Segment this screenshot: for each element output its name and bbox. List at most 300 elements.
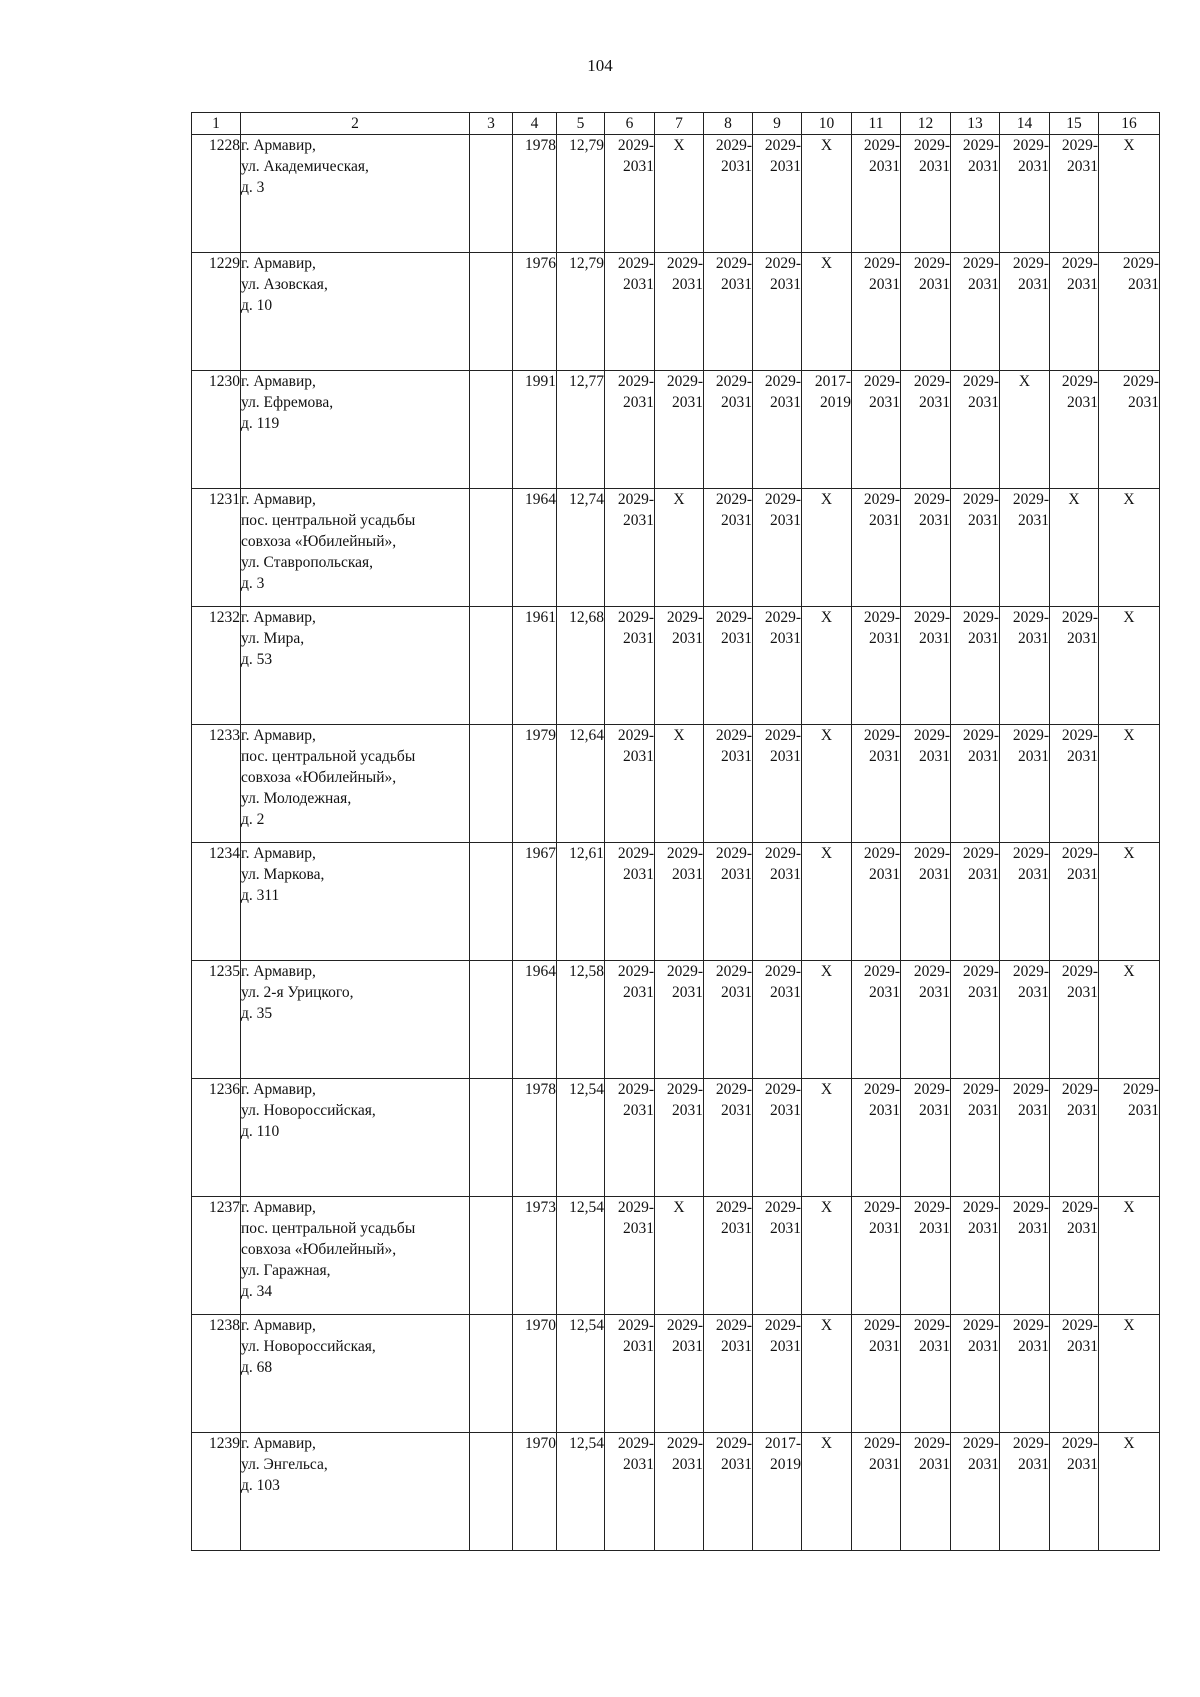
period-end: 2031 [869, 984, 900, 1001]
period-cell [605, 1315, 655, 1433]
period-start: 2029- [715, 1317, 752, 1334]
period-end: 2031 [1018, 866, 1049, 883]
period-end: 2031 [1067, 1102, 1098, 1119]
period-start: 2029- [1012, 609, 1049, 626]
period-end: 2031 [770, 394, 801, 411]
period-cell: X [802, 843, 852, 961]
period-cell [951, 1079, 1000, 1197]
address-line: ул. 2-я Урицкого, [241, 984, 354, 1001]
period-start: 2029- [1061, 1199, 1098, 1216]
period-start: 2029- [913, 255, 950, 272]
period-end: 2031 [1018, 630, 1049, 647]
period-start: 2029- [764, 609, 801, 626]
period-start: 2029- [863, 255, 900, 272]
table-row [192, 725, 1160, 843]
period-end: 2031 [1067, 1220, 1098, 1237]
year-cell: 1973 [513, 1197, 557, 1315]
period-end: 2031 [672, 630, 703, 647]
period-start: 2029- [617, 137, 654, 154]
period-cell [753, 607, 802, 725]
period-cell [951, 843, 1000, 961]
period-end: 2031 [1067, 158, 1098, 175]
period-end: 2031 [770, 158, 801, 175]
period-start: 2029- [715, 1435, 752, 1452]
period-cell [951, 725, 1000, 843]
period-end: 2031 [1128, 276, 1159, 293]
period-cell [901, 135, 951, 253]
period-cell [901, 725, 951, 843]
period-cell: X [1099, 1315, 1160, 1433]
period-cell [951, 961, 1000, 1079]
value-cell: 12,68 [557, 607, 605, 725]
period-cell: X [655, 489, 704, 607]
period-cell [901, 489, 951, 607]
period-cell [951, 607, 1000, 725]
period-start: 2029- [617, 491, 654, 508]
row-number: 1237 [192, 1197, 241, 1315]
period-end: 2031 [968, 1220, 999, 1237]
address-cell [241, 843, 470, 961]
period-start: 2029- [715, 255, 752, 272]
period-end: 2031 [623, 1338, 654, 1355]
period-end: 2031 [770, 276, 801, 293]
period-cell [901, 843, 951, 961]
period-end: 2031 [721, 158, 752, 175]
column-header-10: 10 [802, 113, 852, 135]
address-cell [241, 607, 470, 725]
column-3-cell [470, 607, 513, 725]
address-line: г. Армавир, [241, 727, 316, 744]
period-start: 2029- [863, 845, 900, 862]
value-cell: 12,74 [557, 489, 605, 607]
period-start: 2029- [764, 727, 801, 744]
period-cell [753, 1197, 802, 1315]
period-start: 2029- [962, 727, 999, 744]
value-cell: 12,64 [557, 725, 605, 843]
period-end: 2031 [919, 276, 950, 293]
address-line: г. Армавир, [241, 137, 316, 154]
column-3-cell [470, 1433, 513, 1551]
table-row [192, 1197, 1160, 1315]
column-3-cell [470, 253, 513, 371]
period-cell [605, 371, 655, 489]
period-cell: X [802, 1433, 852, 1551]
period-cell [753, 371, 802, 489]
period-start: 2029- [666, 1081, 703, 1098]
period-cell [753, 489, 802, 607]
period-start: 2029- [1012, 255, 1049, 272]
period-start: 2029- [715, 137, 752, 154]
period-cell [1050, 371, 1099, 489]
column-header-4: 4 [513, 113, 557, 135]
period-cell [704, 1197, 753, 1315]
address-cell [241, 1315, 470, 1433]
period-start: 2029- [913, 491, 950, 508]
period-start: 2029- [764, 845, 801, 862]
column-header-12: 12 [901, 113, 951, 135]
period-end: 2031 [721, 276, 752, 293]
year-cell: 1976 [513, 253, 557, 371]
column-header-7: 7 [655, 113, 704, 135]
period-end: 2031 [869, 1102, 900, 1119]
column-3-cell [470, 135, 513, 253]
period-start: 2029- [962, 845, 999, 862]
row-number: 1231 [192, 489, 241, 607]
period-cell [655, 371, 704, 489]
period-start: 2029- [913, 963, 950, 980]
column-3-cell [470, 725, 513, 843]
period-start: 2029- [1012, 491, 1049, 508]
period-start: 2029- [913, 137, 950, 154]
period-start: 2029- [715, 373, 752, 390]
period-end: 2031 [1018, 1102, 1049, 1119]
period-end: 2031 [1018, 1220, 1049, 1237]
period-start: 2029- [764, 1081, 801, 1098]
period-cell: X [655, 725, 704, 843]
period-cell [704, 253, 753, 371]
period-cell: X [1099, 135, 1160, 253]
period-cell [753, 961, 802, 1079]
column-3-cell [470, 1197, 513, 1315]
period-start: 2017- [814, 373, 851, 390]
period-end: 2031 [672, 1338, 703, 1355]
period-end: 2031 [968, 512, 999, 529]
period-end: 2031 [919, 984, 950, 1001]
period-cell [852, 725, 901, 843]
period-end: 2031 [919, 1102, 950, 1119]
period-cell [704, 371, 753, 489]
period-end: 2031 [1067, 748, 1098, 765]
period-cell: X [1099, 1197, 1160, 1315]
year-cell: 1967 [513, 843, 557, 961]
period-start: 2029- [1012, 727, 1049, 744]
period-start: 2029- [863, 491, 900, 508]
address-line: г. Армавир, [241, 1199, 316, 1216]
address-line: г. Армавир, [241, 373, 316, 390]
table-row [192, 843, 1160, 961]
period-start: 2029- [1012, 963, 1049, 980]
period-cell [605, 489, 655, 607]
period-cell [655, 253, 704, 371]
value-cell: 12,54 [557, 1433, 605, 1551]
address-line: д. 53 [241, 651, 273, 668]
period-end: 2031 [1067, 276, 1098, 293]
period-end: 2031 [623, 630, 654, 647]
period-end: 2031 [1128, 394, 1159, 411]
period-cell [753, 1433, 802, 1551]
period-cell [704, 489, 753, 607]
period-cell [704, 1433, 753, 1551]
period-end: 2031 [672, 866, 703, 883]
housing-register-table [191, 112, 1160, 1551]
period-cell [1000, 1197, 1050, 1315]
table-row [192, 371, 1160, 489]
address-line: ул. Азовская, [241, 276, 328, 293]
address-line: г. Армавир, [241, 845, 316, 862]
period-cell [605, 607, 655, 725]
period-end: 2031 [721, 984, 752, 1001]
period-end: 2031 [919, 158, 950, 175]
period-cell [1000, 961, 1050, 1079]
period-end: 2031 [672, 394, 703, 411]
period-start: 2029- [962, 1435, 999, 1452]
table-row [192, 1315, 1160, 1433]
period-end: 2031 [672, 1456, 703, 1473]
period-end: 2019 [820, 394, 851, 411]
column-3-cell [470, 1079, 513, 1197]
period-cell [704, 725, 753, 843]
row-number: 1235 [192, 961, 241, 1079]
period-start: 2029- [764, 1199, 801, 1216]
period-start: 2029- [764, 963, 801, 980]
column-header-11: 11 [852, 113, 901, 135]
period-start: 2029- [913, 845, 950, 862]
column-3-cell [470, 371, 513, 489]
period-cell: X [1099, 725, 1160, 843]
address-cell [241, 489, 470, 607]
value-cell: 12,58 [557, 961, 605, 1079]
period-start: 2029- [1061, 609, 1098, 626]
year-cell: 1961 [513, 607, 557, 725]
address-cell [241, 1079, 470, 1197]
period-cell [1000, 607, 1050, 725]
period-end: 2031 [721, 1220, 752, 1237]
period-cell [901, 371, 951, 489]
address-line: ул. Ставропольская, [241, 554, 374, 571]
period-cell: X [655, 1197, 704, 1315]
period-start: 2029- [1061, 845, 1098, 862]
period-cell [655, 961, 704, 1079]
year-cell: 1970 [513, 1433, 557, 1551]
period-end: 2031 [1067, 1338, 1098, 1355]
row-number: 1229 [192, 253, 241, 371]
period-cell: X [802, 1197, 852, 1315]
period-cell [951, 1315, 1000, 1433]
period-cell [1000, 1433, 1050, 1551]
period-cell [1099, 371, 1160, 489]
period-cell [1000, 1315, 1050, 1433]
period-cell [704, 1079, 753, 1197]
address-line: г. Армавир, [241, 1317, 316, 1334]
address-line: ул. Ефремова, [241, 394, 334, 411]
period-cell [852, 607, 901, 725]
period-start: 2029- [617, 727, 654, 744]
period-start: 2029- [617, 609, 654, 626]
period-start: 2029- [1061, 1081, 1098, 1098]
value-cell: 12,61 [557, 843, 605, 961]
year-cell: 1978 [513, 135, 557, 253]
period-end: 2031 [919, 394, 950, 411]
address-line: г. Армавир, [241, 1435, 316, 1452]
period-end: 2031 [869, 1220, 900, 1237]
year-cell: 1964 [513, 961, 557, 1079]
address-line: д. 311 [241, 887, 280, 904]
table-row [192, 1079, 1160, 1197]
period-cell [704, 843, 753, 961]
period-start: 2029- [666, 609, 703, 626]
period-start: 2029- [962, 373, 999, 390]
period-start: 2029- [863, 1081, 900, 1098]
address-cell [241, 253, 470, 371]
period-start: 2029- [1061, 255, 1098, 272]
period-end: 2031 [672, 276, 703, 293]
period-start: 2029- [617, 1081, 654, 1098]
period-end: 2031 [919, 630, 950, 647]
period-cell: X [1099, 1433, 1160, 1551]
period-end: 2031 [770, 512, 801, 529]
period-cell [852, 135, 901, 253]
column-3-cell [470, 1315, 513, 1433]
period-start: 2029- [764, 137, 801, 154]
period-start: 2029- [715, 1081, 752, 1098]
period-cell [605, 1197, 655, 1315]
period-cell [951, 253, 1000, 371]
period-end: 2031 [869, 866, 900, 883]
page-number: 104 [587, 56, 613, 75]
period-cell [753, 843, 802, 961]
period-end: 2031 [1067, 1456, 1098, 1473]
period-end: 2031 [968, 630, 999, 647]
column-header-6: 6 [605, 113, 655, 135]
period-start: 2029- [1122, 255, 1159, 272]
period-end: 2031 [919, 512, 950, 529]
period-cell [1050, 1197, 1099, 1315]
period-cell [1099, 1079, 1160, 1197]
period-end: 2031 [623, 394, 654, 411]
period-cell [951, 1197, 1000, 1315]
period-cell [901, 1079, 951, 1197]
period-cell [951, 1433, 1000, 1551]
period-start: 2029- [666, 963, 703, 980]
value-cell: 12,54 [557, 1079, 605, 1197]
period-end: 2031 [1018, 1338, 1049, 1355]
period-end: 2031 [1018, 984, 1049, 1001]
value-cell: 12,79 [557, 135, 605, 253]
column-header-15: 15 [1050, 113, 1099, 135]
address-line: ул. Новороссийская, [241, 1338, 376, 1355]
period-cell: X [802, 961, 852, 1079]
address-line: г. Армавир, [241, 609, 316, 626]
period-start: 2029- [1012, 1081, 1049, 1098]
address-line: пос. центральной усадьбы [241, 1220, 416, 1237]
period-end: 2031 [869, 276, 900, 293]
address-cell [241, 1197, 470, 1315]
period-start: 2029- [962, 963, 999, 980]
period-cell [1050, 725, 1099, 843]
period-cell [753, 1315, 802, 1433]
period-start: 2029- [715, 727, 752, 744]
period-cell [1000, 253, 1050, 371]
row-number: 1232 [192, 607, 241, 725]
period-start: 2029- [913, 373, 950, 390]
period-end: 2031 [1067, 630, 1098, 647]
period-end: 2031 [968, 158, 999, 175]
period-cell [852, 489, 901, 607]
period-end: 2031 [721, 512, 752, 529]
period-cell: X [1099, 607, 1160, 725]
period-cell [1050, 253, 1099, 371]
column-header-14: 14 [1000, 113, 1050, 135]
period-start: 2029- [617, 255, 654, 272]
period-start: 2029- [1061, 137, 1098, 154]
address-line: г. Армавир, [241, 1081, 316, 1098]
period-start: 2029- [863, 137, 900, 154]
column-3-cell [470, 843, 513, 961]
period-start: 2029- [666, 845, 703, 862]
value-cell: 12,54 [557, 1315, 605, 1433]
period-start: 2029- [1061, 963, 1098, 980]
period-cell [655, 1079, 704, 1197]
period-start: 2029- [1012, 845, 1049, 862]
address-line: ул. Молодежная, [241, 790, 352, 807]
year-cell: 1970 [513, 1315, 557, 1433]
column-header-8: 8 [704, 113, 753, 135]
period-end: 2031 [721, 866, 752, 883]
period-end: 2031 [623, 1102, 654, 1119]
period-start: 2029- [1012, 1435, 1049, 1452]
column-header-1: 1 [192, 113, 241, 135]
period-cell [1050, 961, 1099, 1079]
period-cell: X [1099, 843, 1160, 961]
address-line: ул. Новороссийская, [241, 1102, 376, 1119]
value-cell: 12,79 [557, 253, 605, 371]
period-cell [753, 135, 802, 253]
address-line: д. 2 [241, 811, 265, 828]
period-start: 2029- [764, 1317, 801, 1334]
period-end: 2031 [1067, 984, 1098, 1001]
address-line: д. 34 [241, 1283, 273, 1300]
period-start: 2029- [863, 609, 900, 626]
period-end: 2031 [623, 1456, 654, 1473]
period-end: 2031 [721, 748, 752, 765]
period-start: 2029- [666, 373, 703, 390]
year-cell: 1978 [513, 1079, 557, 1197]
period-cell [655, 607, 704, 725]
address-cell [241, 961, 470, 1079]
period-end: 2031 [770, 630, 801, 647]
period-end: 2031 [1018, 276, 1049, 293]
address-line: г. Армавир, [241, 491, 316, 508]
year-cell: 1979 [513, 725, 557, 843]
period-cell [951, 489, 1000, 607]
address-line: д. 68 [241, 1359, 273, 1376]
period-start: 2029- [617, 845, 654, 862]
period-cell [852, 1197, 901, 1315]
period-end: 2031 [770, 1102, 801, 1119]
address-line: д. 10 [241, 297, 273, 314]
row-number: 1233 [192, 725, 241, 843]
period-start: 2029- [1122, 373, 1159, 390]
period-start: 2029- [1061, 1435, 1098, 1452]
period-start: 2029- [715, 845, 752, 862]
table-row [192, 489, 1160, 607]
period-cell [655, 1433, 704, 1551]
period-end: 2031 [869, 394, 900, 411]
period-cell [852, 961, 901, 1079]
period-cell [605, 1433, 655, 1551]
period-start: 2029- [617, 1435, 654, 1452]
period-cell [852, 253, 901, 371]
column-header-2: 2 [241, 113, 470, 135]
table-row [192, 961, 1160, 1079]
period-cell: X [802, 253, 852, 371]
period-cell [704, 135, 753, 253]
period-end: 2031 [721, 1102, 752, 1119]
address-cell [241, 135, 470, 253]
period-cell [852, 371, 901, 489]
period-cell: X [1000, 371, 1050, 489]
period-cell [605, 135, 655, 253]
